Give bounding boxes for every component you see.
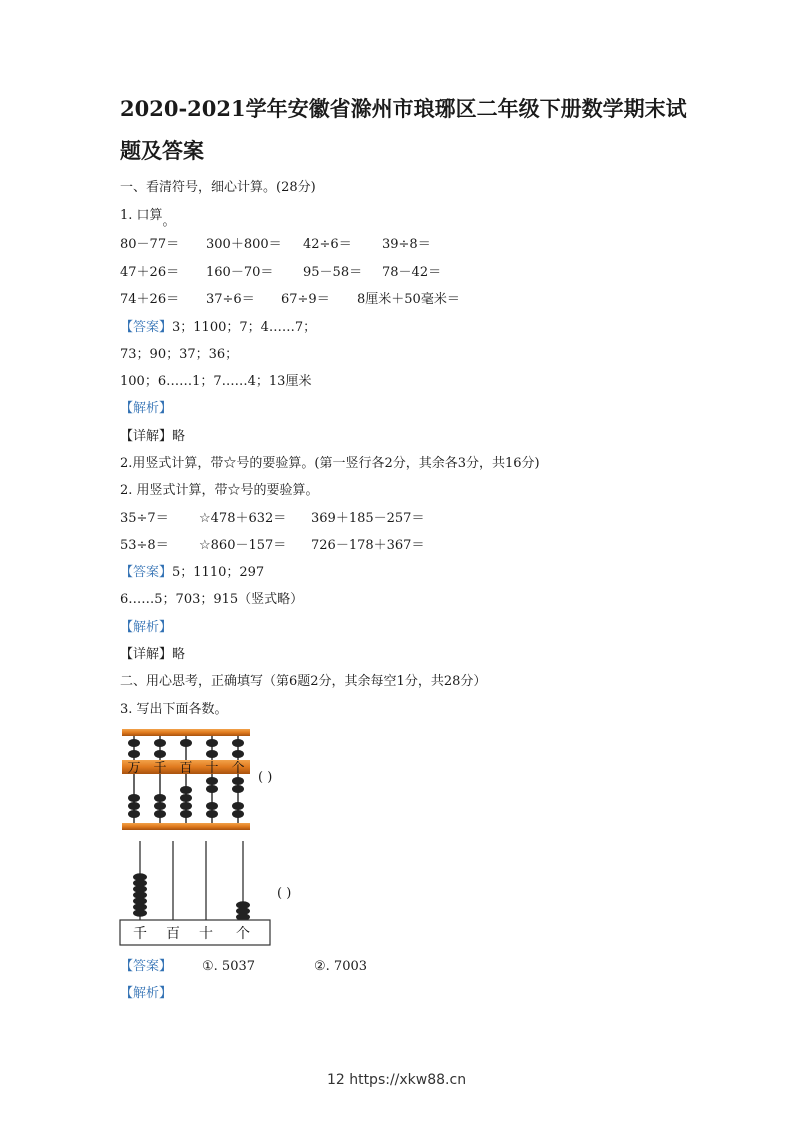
q2-item: ☆860－157＝: [199, 538, 287, 553]
q2-item: 726－178＋367＝: [311, 538, 425, 553]
q1-item: 37÷6＝: [206, 292, 255, 307]
title-line-2: 题及答案: [120, 138, 204, 163]
answer-blank-2: ( ): [277, 886, 292, 901]
q1-item: 78－42＝: [382, 265, 442, 280]
q1-item: 39÷8＝: [382, 237, 431, 252]
abacus-label: 百: [179, 761, 193, 776]
q1-row-1: [120, 236, 431, 254]
q1-item: 47＋26＝: [120, 265, 180, 280]
answer-1: ①. 5037: [202, 959, 256, 974]
q2-answer-line-2: 6……5；703；915（竖式略）: [120, 592, 304, 607]
q2-row-1: [120, 510, 424, 528]
analysis-tag: 【解析】: [120, 401, 173, 416]
abacus-label: 十: [205, 761, 219, 776]
q1-answer-line-2: 73；90；37；36；: [120, 347, 239, 362]
abacus-label: 百: [166, 926, 180, 942]
q1-label: [120, 207, 176, 229]
detail-text: 【详解】略: [120, 647, 186, 662]
answer-blank-1: ( ): [258, 770, 273, 785]
abacus-2-rods: [140, 841, 243, 920]
abacus-2-svg: [118, 838, 273, 948]
q2-row-2: [120, 537, 424, 555]
q1-item: 80－77＝: [120, 237, 180, 252]
title-line-1: 2020-2021学年安徽省滁州市琅琊区二年级下册数学期末试: [120, 96, 687, 121]
q1-item: 67÷9＝: [281, 292, 330, 307]
abacus-label: 千: [133, 926, 147, 942]
q1-label-mark: 。: [162, 214, 176, 229]
answer-tag: 【答案】: [120, 320, 173, 335]
q1-item: 160－70＝: [206, 265, 274, 280]
q1-row-2: [120, 264, 441, 282]
q1-answer-line-3: 100；6……1；7……4；13厘米: [120, 374, 312, 389]
q2-intro: 2.用竖式计算，带☆号的要验算。(第一竖行各2分，其余各3分，共16分): [120, 456, 540, 471]
q2-label: 2. 用竖式计算，带☆号的要验算。: [120, 483, 319, 498]
abacus-label: 千: [153, 761, 167, 776]
detail-text: 【详解】略: [120, 429, 186, 444]
abacus-bottom-frame: [122, 823, 250, 830]
abacus-label: 个: [231, 761, 245, 776]
q3-label: 3. 写出下面各数。: [120, 702, 228, 717]
abacus-picture-2: [118, 838, 273, 952]
answer-tag: 【答案】: [120, 565, 173, 580]
section1-heading: 一、看清符号，细心计算。(28分): [120, 180, 316, 195]
answer-tag: 【答案】: [120, 959, 173, 974]
q1-item: 42÷6＝: [303, 237, 352, 252]
q1-item: 74＋26＝: [120, 292, 180, 307]
abacus-label: 个: [236, 926, 250, 942]
q3-answer: [120, 958, 367, 976]
q1-label-text: 1. 口算: [120, 208, 163, 223]
q1-item: 95－58＝: [303, 265, 363, 280]
abacus-1-svg: [120, 726, 255, 834]
answer-2: ②. 7003: [314, 959, 368, 974]
q2-item: 53÷8＝: [120, 538, 169, 553]
abacus-2-beads: [133, 873, 250, 921]
answer-text: 5；1110；297: [172, 565, 265, 580]
abacus-label: 万: [127, 761, 141, 776]
q2-item: 35÷7＝: [120, 511, 169, 526]
analysis-tag: 【解析】: [120, 620, 173, 635]
answer-text: 3；1100；7；4……7；: [172, 320, 317, 335]
page-footer: 12 https://xkw88.cn: [326, 1072, 467, 1088]
section2-heading: 二、用心思考，正确填写（第6题2分，其余每空1分，共28分）: [120, 674, 487, 689]
page-title: [120, 88, 700, 172]
analysis-tag: 【解析】: [120, 986, 173, 1001]
q1-answer-line-1: [120, 319, 316, 337]
q2-answer-line-1: [120, 564, 264, 582]
q2-item: ☆478＋632＝: [199, 511, 287, 526]
abacus-label: 十: [199, 926, 213, 942]
q1-item: 8厘米＋50毫米＝: [357, 292, 460, 307]
abacus-picture-1: [120, 726, 255, 838]
abacus-top-frame: [122, 729, 250, 736]
q1-item: 300＋800＝: [206, 237, 282, 252]
q1-row-3: [120, 291, 460, 309]
q2-item: 369＋185－257＝: [311, 511, 425, 526]
